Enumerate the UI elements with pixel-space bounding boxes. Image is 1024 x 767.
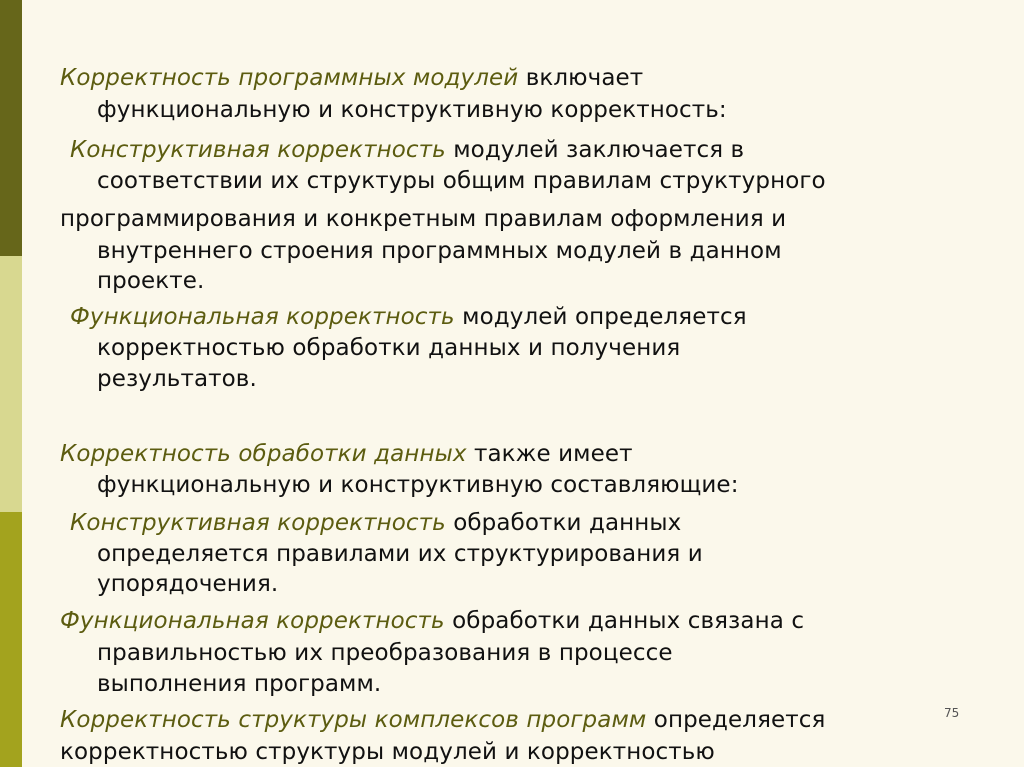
line-text: обработки данных связана с (444, 608, 805, 634)
emphasis-term: Функциональная корректность (70, 304, 455, 330)
paragraph-line (60, 439, 633, 469)
paragraph-line: корректностью обработки данных и получения (97, 335, 681, 361)
emphasis-term: Конструктивная корректность (70, 137, 446, 163)
emphasis-term: Конструктивная корректность (70, 510, 446, 536)
paragraph-line: функциональную и конструктивную корректность: (97, 97, 727, 123)
paragraph-line (60, 705, 825, 735)
emphasis-term: Корректность обработки данных (60, 441, 467, 467)
emphasis-term: Корректность программных модулей (60, 65, 519, 91)
paragraph-line (70, 508, 681, 538)
emphasis-term: Корректность структуры комплексов программ (60, 707, 647, 733)
paragraph-line: определяется правилами их структурирования и (97, 541, 703, 567)
paragraph-line: корректностью структуры модулей и корректностью (60, 739, 715, 765)
paragraph-line: упорядочения. (97, 571, 279, 597)
paragraph-line: соответствии их структуры общим правилам структурного (97, 168, 826, 194)
paragraph-line (60, 606, 804, 636)
line-text: включает (518, 65, 644, 91)
paragraph-line: выполнения программ. (97, 671, 382, 697)
line-text: обработки данных (445, 510, 682, 536)
paragraph-line: функциональную и конструктивную составляющие: (97, 472, 739, 498)
paragraph-line (70, 302, 747, 332)
line-text: модулей заключается в (445, 137, 745, 163)
paragraph-line: проекте. (97, 268, 205, 294)
page-number: 75 (944, 706, 960, 720)
paragraph-line (70, 135, 744, 165)
paragraph-line: внутреннего строения программных модулей в данном (97, 238, 782, 264)
paragraph-line (60, 63, 643, 93)
line-text: определяется (646, 707, 826, 733)
line-text: также имеет (466, 441, 633, 467)
paragraph-line: результатов. (97, 366, 257, 392)
paragraph-line: правильностью их преобразования в процессе (97, 640, 673, 666)
paragraph-line: программирования и конкретным правилам оформления и (60, 206, 787, 232)
emphasis-term: Функциональная корректность (60, 608, 445, 634)
line-text: модулей определяется (454, 304, 747, 330)
